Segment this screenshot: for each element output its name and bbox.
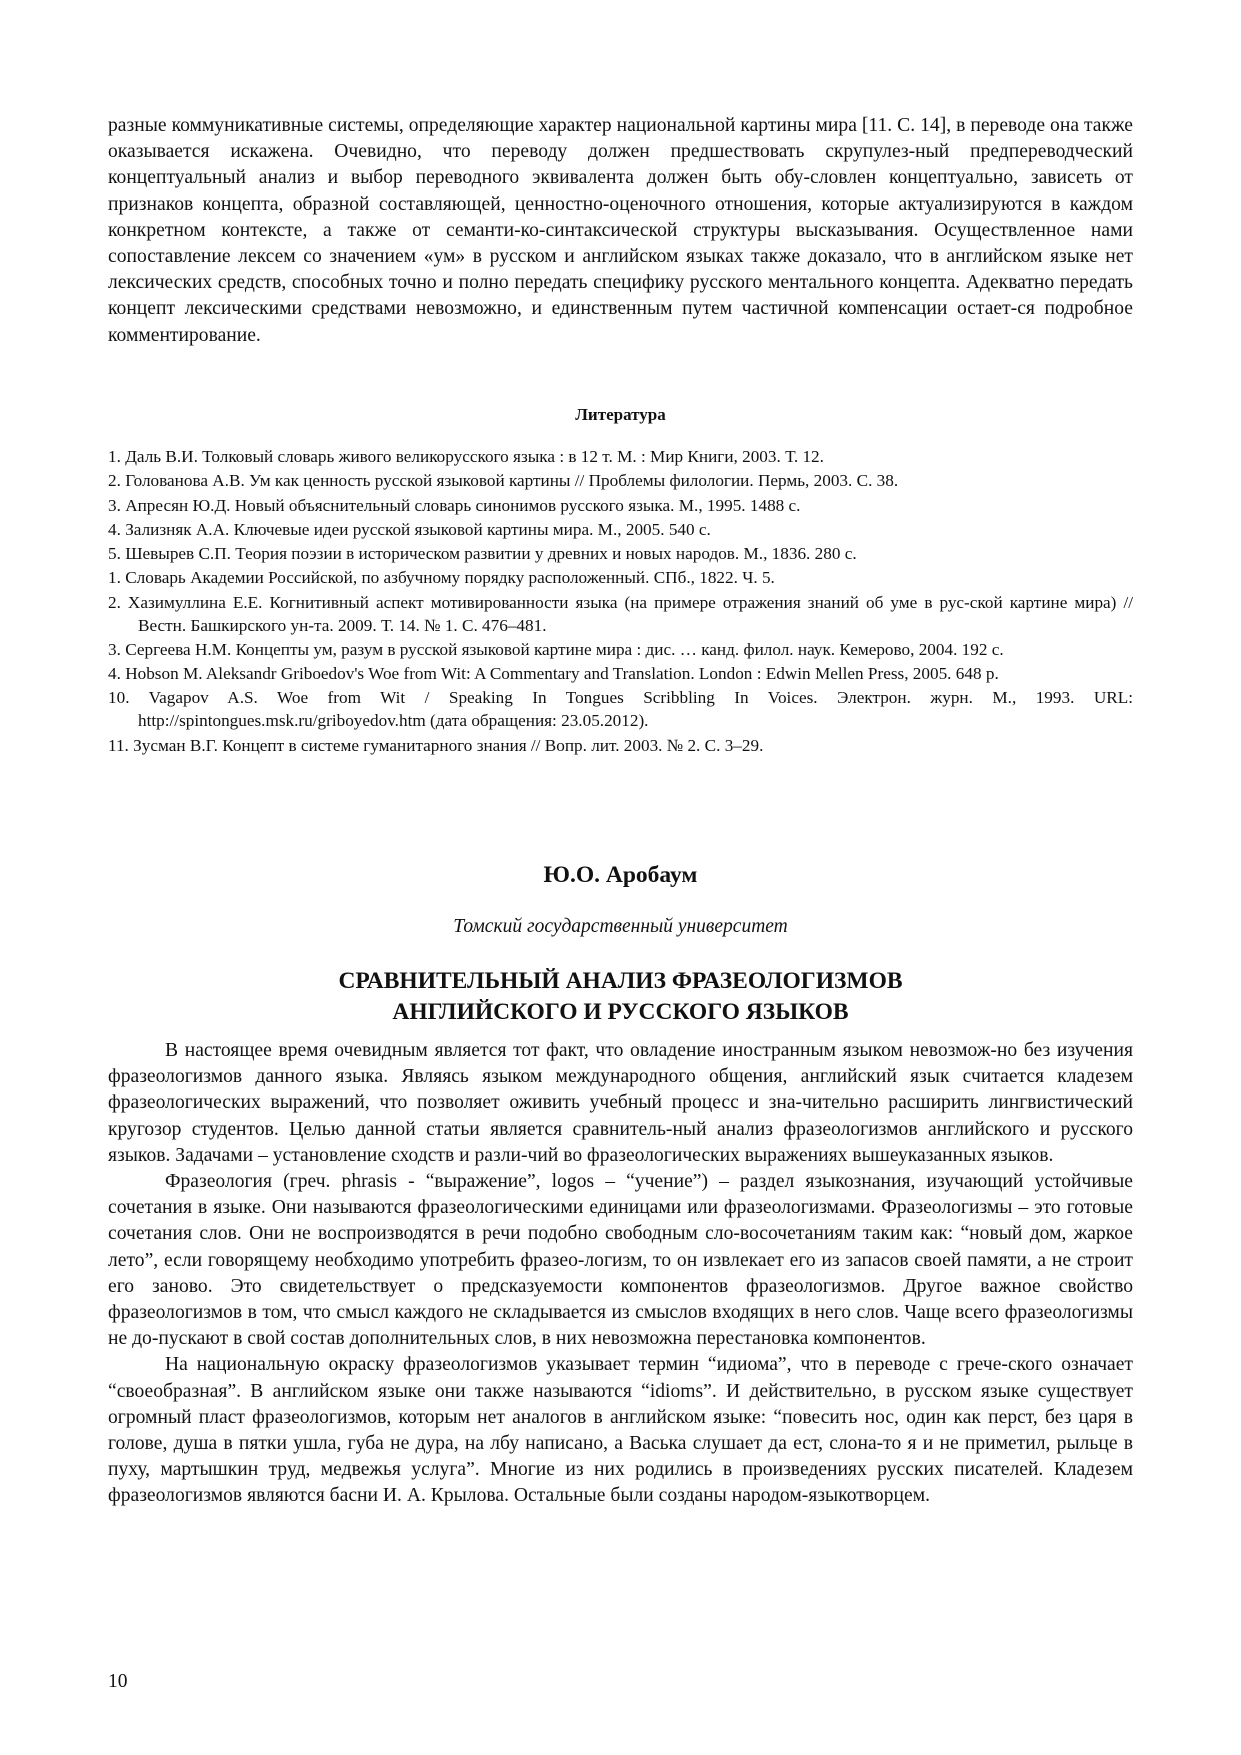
- reference-item: 1. Словарь Академии Российской, по азбучному порядку расположенный. СПб., 1822. Ч. 5.: [108, 568, 775, 588]
- reference-item: 2. Голованова А.В. Ум как ценность русской языковой картины // Проблемы филологии. Пермь, 2003. С. 38.: [108, 471, 899, 491]
- article-title: [108, 966, 1133, 1028]
- reference-item: 4. Зализняк А.А. Ключевые идеи русской языковой картины мира. М., 2005. 540 с.: [108, 519, 711, 539]
- reference-item: 1. Даль В.И. Толковый словарь живого великорусского языка : в 12 т. М. : Мир Книги, 2003. Т. 12.: [108, 447, 824, 466]
- reference-item: 10. Vagapov A.S. Woe from Wit / Speaking In Tongues Scribbling In Voices. Электрон. журн. М., 1993. URL: http://spintongues.msk.ru/griboyedov.htm (дата обращения: 23.05.2012).: [108, 688, 1133, 731]
- reference-item: 4. Hobson M. Aleksandr Griboedov's Woe from Wit: A Commentary and Translation. London : Edwin Mellen Press, 2005. 648 p.: [108, 664, 999, 684]
- reference-item: 2. Хазимуллина Е.Е. Когнитивный аспект мотивированности языка (на примере отражения знаний об уме в рус-ской картине мира) // Вестн. Башкирского ун-та. 2009. Т. 14. № 1. С. 476–481.: [108, 592, 1133, 635]
- author-affiliation: Томский государственный университет: [453, 916, 788, 937]
- article-title-line-1: СРАВНИТЕЛЬНЫЙ АНАЛИЗ ФРАЗЕОЛОГИЗМОВ: [338, 968, 903, 994]
- article-title-line-2: АНГЛИЙСКОГО И РУССКОГО ЯЗЫКОВ: [392, 999, 849, 1025]
- author-name: Ю.О. Аробаум: [543, 862, 698, 888]
- reference-item: 5. Шевырев С.П. Теория поэзии в историческом развитии у древних и новых народов. М., 1836. 280 с.: [108, 544, 857, 564]
- article-body: [108, 1038, 1133, 1510]
- page-number: 10: [108, 1671, 128, 1692]
- body-paragraph: В настоящее время очевидным является тот факт, что овладение иностранным языком невозмож-но без изучения фразеологизмов данного языка. Являясь языком международного общения, английский язык считается кладезем фразеологических выражений, что позволяет оживить учебный процесс и зна-чительно расширить лингвистический кругозор студентов. Целью данной статьи является сравнитель-ный анализ фразеологизмов английского и русского языков. Задачами – установление сходств и разли-чий во фразеологических выражениях вышеуказанных языков.: [108, 1040, 1133, 1166]
- continuation-paragraph: разные коммуникативные системы, определяющие характер национальной картины мира [11. С. 14], в переводе она также оказывается искажена. Очевидно, что переводу должен предшествовать скрупулез-ный предпереводческий концептуальный анализ и выбор переводного эквивалента должен быть обу-словлен концептуально, зависеть от признаков концепта, образной составляющей, ценностно-оценочного отношения, которые актуализируются в каждом конкретном контексте, а также от семанти-ко-синтаксической структуры высказывания. Осуществленное нами сопоставление лексем со значением «ум» в русском и английском языках также доказало, что в английском языке нет лексических средств, способных точно и полно передать специфику русского ментального концепта. Адекватно передать концепт лексическими средствами невозможно, и единственным путем частичной компенсации остает-ся подробное комментирование.: [108, 115, 1133, 346]
- reference-item: 3. Сергеева Н.М. Концепты ум, разум в русской языковой картине мира : дис. … канд. филол. наук. Кемерово, 2004. 192 с.: [108, 639, 1004, 659]
- continuation-section: [108, 113, 1133, 349]
- body-paragraph: На национальную окраску фразеологизмов указывает термин “идиома”, что в переводе с грече-ского означает “своеобразная”. В английском языке они также называются “idioms”. И действительно, в русском языке существует огромный пласт фразеологизмов, которым нет аналогов в английском языке: “повесить нос, один как перст, без царя в голове, душа в пятки ушла, губа не дура, на лбу написано, а Васька слушает да ест, слона-то я и не приметил, рыльце в пуху, мартышкин труд, медвежья услуга”. Многие из них родились в произведениях русских писателей. Кладезем фразеологизмов являются басни И. А. Крылова. Остальные были созданы народом-языкотворцем.: [108, 1354, 1133, 1507]
- body-paragraph: Фразеология (греч. phrasis - “выражение”, logos – “учение”) – раздел языкознания, изучающий устойчивые сочетания в языке. Они называются фразеологическими единицами или фразеологизмами. Фразеологизмы – это готовые сочетания слов. Они не воспроизводятся в речи подобно свободным сло-восочетаниям таким как: “новый дом, жаркое лето”, если говорящему необходимо употребить фразео-логизм, то он извлекает его из запасов своей памяти, а не строит его заново. Это свидетельствует о предсказуемости компонентов фразеологизмов. Другое важное свойство фразеологизмов в том, что смысл каждого не складывается из смыслов входящих в него слов. Чаще всего фразеологизмы не до-пускают в свой состав дополнительных слов, в них невозможна перестановка компонентов.: [108, 1171, 1133, 1350]
- references-heading: Литература: [575, 405, 666, 424]
- references-list: [108, 446, 1133, 759]
- reference-item: 11. Зусман В.Г. Концепт в системе гуманитарного знания // Вопр. лит. 2003. № 2. С. 3–29.: [108, 735, 764, 755]
- reference-item: 3. Апресян Ю.Д. Новый объяснительный словарь синонимов русского языка. М., 1995. 1488 с.: [108, 495, 801, 515]
